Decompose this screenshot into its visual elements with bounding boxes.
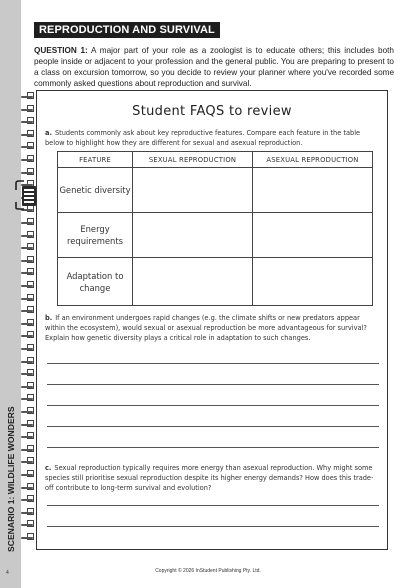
asexual-answer-cell[interactable] (253, 258, 373, 306)
table-row (58, 258, 373, 306)
spiral-ring (21, 121, 33, 123)
copyright-footer: Copyright © 2026 InStudent Publishing Pty. Ltd. (155, 568, 261, 574)
spiral-ring (21, 436, 33, 438)
spiral-ring (21, 487, 33, 489)
spiral-ring (21, 474, 33, 476)
asexual-answer-cell[interactable] (253, 168, 373, 213)
spiral-ring (21, 222, 33, 224)
spiral-ring (21, 499, 33, 501)
table-header: ASEXUAL REPRODUCTION (253, 152, 373, 168)
writing-line[interactable] (47, 505, 379, 506)
spiral-ring (21, 348, 33, 350)
question-intro (34, 45, 394, 89)
part-c-text: Sexual reproduction typically requires more energy than asexual reproduction. Why might some species still prioritise sexual reproduction despite its higher energy demands? How does this trade-off contribute to long-term survival and evolution? (45, 464, 374, 492)
sexual-answer-cell[interactable] (133, 258, 253, 306)
spiral-ring (21, 109, 33, 111)
table-row (58, 168, 373, 213)
asexual-answer-cell[interactable] (253, 213, 373, 258)
feature-cell: Genetic diversity (58, 168, 133, 213)
table-header: FEATURE (58, 152, 133, 168)
spiral-ring (21, 310, 33, 312)
writing-line[interactable] (47, 405, 379, 406)
part-a-question (45, 128, 381, 148)
comparison-table (57, 151, 373, 306)
spiral-ring (21, 285, 33, 287)
planner-notepad (36, 90, 388, 550)
sexual-answer-cell[interactable] (133, 168, 253, 213)
question-text: A major part of your role as a zoologist is to educate others; this includes both people inside or adjacent to your profession and the general public. You are preparing to present to a class on excursion tomorrow, so you decide to review your planner where you've recorded some commonly asked questions about reproduction and survival. (34, 46, 394, 89)
spiral-ring (21, 172, 33, 174)
spiral-ring (21, 159, 33, 161)
table-header: SEXUAL REPRODUCTION (133, 152, 253, 168)
part-b-question (45, 313, 381, 343)
writing-line[interactable] (47, 447, 379, 448)
writing-line[interactable] (47, 526, 379, 527)
spiral-ring (21, 247, 33, 249)
spiral-ring (21, 411, 33, 413)
writing-line[interactable] (47, 384, 379, 385)
writing-line[interactable] (47, 363, 379, 364)
spiral-ring (21, 449, 33, 451)
spiral-ring (21, 386, 33, 388)
part-b-letter: b. (45, 314, 53, 322)
part-a-letter: a. (45, 129, 52, 137)
spiral-ring (21, 512, 33, 514)
spiral-ring (21, 134, 33, 136)
part-c-letter: c. (45, 464, 52, 472)
notepad-title: Student FAQS to review (132, 104, 292, 119)
writing-line[interactable] (47, 426, 379, 427)
part-b-text: If an environment undergoes rapid changes (e.g. the climate shifts or new predators appear within the ecosystem), would sexual or asexual reproduction be more advantageous for survival? Explain how genetic diversity plays a critical role in adaptation to such changes. (45, 314, 367, 342)
spiral-ring (21, 323, 33, 325)
spiral-ring (21, 361, 33, 363)
question-label: QUESTION 1: (34, 46, 88, 55)
spiral-ring (21, 537, 33, 539)
page-number: 4 (6, 570, 9, 576)
binder-clip-icon (10, 180, 40, 210)
table-header-row (58, 152, 373, 168)
spiral-ring (21, 373, 33, 375)
part-c-question (45, 463, 381, 493)
spiral-ring (21, 260, 33, 262)
part-a-text: Students commonly ask about key reproductive features. Compare each feature in the table below to highlight how they are different for sexual and asexual reproduction. (45, 129, 361, 147)
scenario-sidebar-label: SCENARIO 1: WILDLIFE WONDERS (6, 406, 16, 552)
table-row (58, 213, 373, 258)
spiral-ring (21, 235, 33, 237)
feature-cell: Energy requirements (58, 213, 133, 258)
feature-cell: Adaptation to change (58, 258, 133, 306)
section-heading: REPRODUCTION AND SURVIVAL (34, 22, 220, 38)
spiral-ring (21, 298, 33, 300)
spiral-ring (21, 96, 33, 98)
sexual-answer-cell[interactable] (133, 213, 253, 258)
spiral-ring (21, 424, 33, 426)
